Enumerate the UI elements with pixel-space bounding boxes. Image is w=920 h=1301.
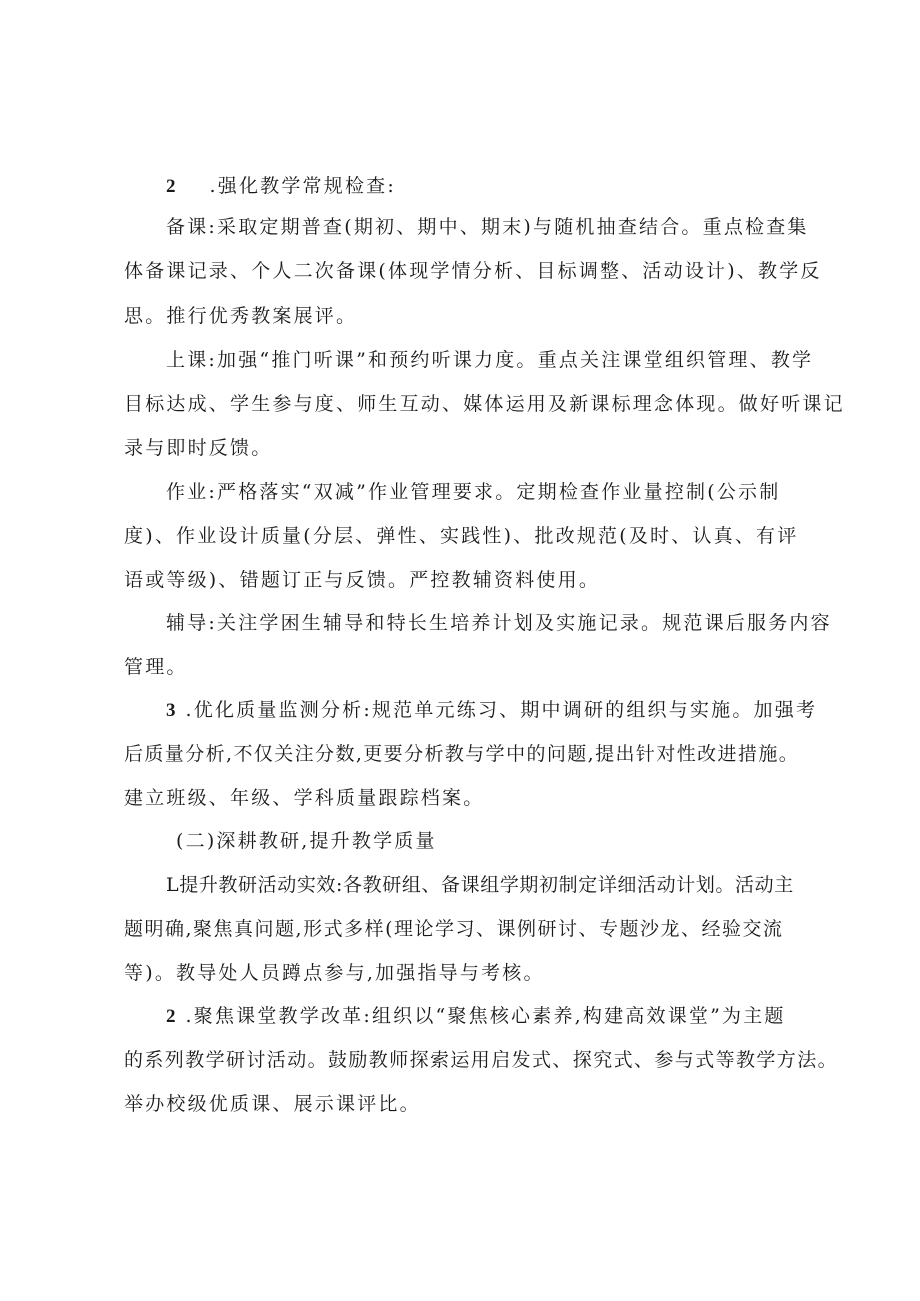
beike-line-1: 备课:采取定期普查(期初、期中、期末)与随机抽查结合。重点检查集	[166, 216, 809, 238]
heading-level-2: (二)深耕教研,提升教学质量	[176, 830, 437, 852]
item-1-line-3: 等)。教导处人员蹲点参与,加强指导与考核。	[124, 962, 545, 984]
shangke-line-1: 上课:加强“推门听课”和预约听课力度。重点关注课堂组织管理、教学	[166, 349, 814, 371]
section-number: 3	[166, 700, 176, 721]
item-2-text: .聚焦课堂教学改革:组织以“聚焦核心素养,构建高效课堂”为主题	[185, 1005, 786, 1027]
beike-line-2: 体备课记录、个人二次备课(体现学情分析、目标调整、活动设计)、教学反	[124, 260, 822, 282]
zuoye-line-1: 作业:严格落实“双减”作业管理要求。定期检查作业量控制(公示制	[166, 481, 781, 503]
item-1-line-1: L提升教研活动实效:各教研组、备课组学期初制定详细活动计划。活动主	[166, 874, 794, 896]
zuoye-line-3: 语或等级)、错题订正与反馈。严控教辅资料使用。	[124, 569, 601, 591]
section-3-line-2: 后质量分析,不仅关注分数,更要分析教与学中的问题,提出针对性改进措施。	[124, 743, 800, 765]
item-2-line-1	[166, 1004, 786, 1029]
item-1-line-2: 题明确,聚焦真问题,形式多样(理论学习、课例研讨、专题沙龙、经验交流	[124, 918, 784, 940]
section-3-line-3: 建立班级、年级、学科质量跟踪档案。	[124, 787, 485, 809]
section-3-line-1	[166, 698, 817, 723]
zuoye-line-2: 度)、作业设计质量(分层、弹性、实践性)、批改规范(及时、认真、有评	[124, 525, 799, 547]
section-2-heading	[166, 174, 396, 199]
item-2-line-2: 的系列教学研讨活动。鼓励教师探索运用启发式、探究式、参与式等教学方法。	[124, 1049, 839, 1071]
fudao-line-1: 辅导:关注学困生辅导和特长生培养计划及实施记录。规范课后服务内容	[166, 612, 832, 634]
section-number: 2	[166, 176, 176, 197]
fudao-line-2: 管理。	[124, 656, 188, 678]
shangke-line-3: 录与即时反馈。	[124, 437, 273, 459]
section-3-text: .优化质量监测分析:规范单元练习、期中调研的组织与实施。加强考	[185, 699, 818, 721]
shangke-line-2: 目标达成、学生参与度、师生互动、媒体运用及新课标理念体现。做好听课记	[124, 393, 845, 415]
beike-line-3: 思。推行优秀教案展评。	[124, 305, 358, 327]
section-number: 2	[166, 1006, 176, 1027]
item-2-line-3: 举办校级优质课、展示课评比。	[124, 1093, 421, 1115]
section-title: .强化教学常规检查:	[209, 175, 396, 197]
